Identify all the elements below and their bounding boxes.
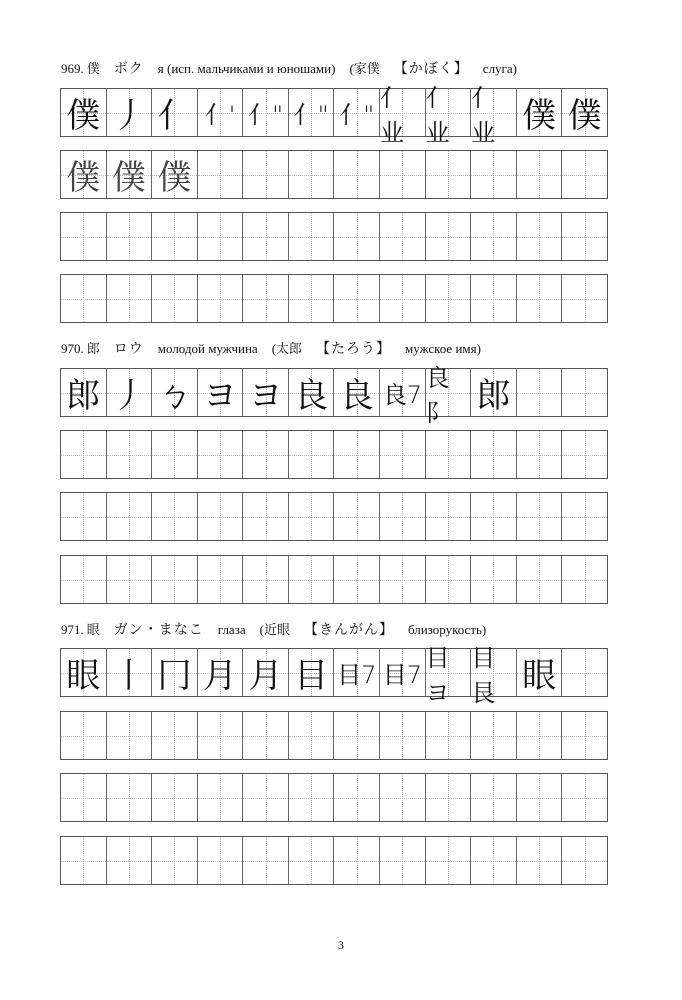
entry-example-reading: 【かぼく】 (393, 62, 469, 77)
practice-cell (243, 556, 289, 603)
stroke-order-cell (243, 89, 289, 136)
stroke-order-cell (471, 369, 517, 416)
practice-cell (562, 712, 607, 759)
practice-cell (61, 837, 107, 884)
practice-cell (334, 431, 380, 478)
practice-cell (61, 213, 107, 260)
entry-number: 969. (61, 61, 84, 76)
practice-cell (426, 493, 472, 540)
entry-example-meaning: слуга) (482, 61, 517, 76)
stroke-glyph: 冂 (157, 656, 192, 696)
entry-reading: ガン・まなこ (113, 623, 204, 638)
practice-cell (107, 712, 153, 759)
practice-cell (562, 275, 607, 322)
entry-example-reading: 【たろう】 (316, 342, 392, 357)
practice-cell (107, 837, 153, 884)
practice-cell (198, 837, 244, 884)
stroke-glyph: 僕 (567, 96, 602, 136)
practice-cell (61, 275, 107, 322)
practice-cell (198, 431, 244, 478)
practice-cell (517, 275, 563, 322)
practice-cell (152, 774, 198, 821)
practice-cell (289, 151, 335, 198)
stroke-glyph: 月 (203, 656, 238, 696)
stroke-glyph: 良 (294, 376, 329, 416)
practice-cell (289, 837, 335, 884)
stroke-glyph: 亻" (293, 101, 329, 129)
practice-cell (152, 556, 198, 603)
practice-cell (198, 556, 244, 603)
stroke-glyph: 丿 (111, 376, 146, 416)
stroke-order-cell (107, 89, 153, 136)
stroke-order-cell (425, 363, 472, 427)
stroke-glyph: 亻业 (425, 83, 450, 147)
stroke-glyph: ㄅ (157, 376, 192, 416)
practice-cell (107, 431, 153, 478)
stroke-order-cell (289, 369, 335, 416)
practice-cell (380, 493, 426, 540)
practice-cell (243, 774, 289, 821)
stroke-glyph: 目 (294, 656, 329, 696)
stroke-glyph: ヨ (248, 376, 283, 416)
stroke-order-cell (517, 649, 563, 696)
practice-cell (289, 213, 335, 260)
stroke-glyph: 眼 (66, 656, 101, 696)
stroke-order-cell (517, 89, 563, 136)
practice-cell (334, 837, 380, 884)
stroke-glyph: 目7 (337, 661, 377, 689)
entry-meaning: глаза (217, 622, 246, 637)
entry-example-meaning: близорукость) (407, 622, 487, 637)
practice-cell (562, 493, 607, 540)
stroke-glyph: 丨 (111, 656, 146, 696)
practice-cell (107, 774, 153, 821)
practice-cell (198, 275, 244, 322)
stroke-glyph: 亻业 (471, 83, 496, 147)
practice-cell (152, 493, 198, 540)
stroke-order-cell (152, 151, 198, 198)
practice-cell (107, 556, 153, 603)
practice-cell (152, 213, 198, 260)
stroke-order-cell (107, 151, 153, 198)
stroke-order-cell (425, 83, 472, 147)
practice-cell (198, 493, 244, 540)
practice-cell (243, 275, 289, 322)
practice-cell (426, 275, 472, 322)
entry-example-meaning: мужское имя) (405, 341, 481, 356)
entry-number: 971. (61, 622, 84, 637)
practice-row (60, 773, 608, 822)
practice-cell (107, 275, 153, 322)
practice-cell (380, 837, 426, 884)
practice-cell (562, 837, 607, 884)
practice-cell (562, 369, 607, 416)
stroke-glyph: 僕 (66, 96, 101, 136)
entry-example-reading: 【きんがん】 (303, 623, 394, 638)
practice-cell (426, 712, 472, 759)
stroke-glyph: 亻" (248, 101, 284, 129)
practice-cell (517, 774, 563, 821)
entry-meaning: я (исп. мальчиками и юношами) (157, 61, 336, 76)
practice-cell (517, 712, 563, 759)
practice-cell (198, 213, 244, 260)
stroke-glyph: 目ヨ (425, 643, 450, 707)
stroke-glyph: 僕 (66, 158, 101, 198)
practice-cell (471, 431, 517, 478)
practice-cell (517, 837, 563, 884)
practice-cell (471, 151, 517, 198)
entry-header (61, 58, 531, 78)
practice-row (60, 274, 608, 323)
practice-cell (471, 493, 517, 540)
practice-cell (334, 275, 380, 322)
practice-cell (243, 213, 289, 260)
practice-cell (198, 774, 244, 821)
practice-row (60, 711, 608, 760)
entry-header (61, 619, 500, 639)
practice-cell (152, 712, 198, 759)
practice-cell (471, 213, 517, 260)
practice-cell (380, 431, 426, 478)
practice-cell (562, 431, 607, 478)
practice-cell (198, 712, 244, 759)
practice-cell (334, 151, 380, 198)
practice-cell (289, 275, 335, 322)
practice-cell (426, 213, 472, 260)
stroke-order-cell (334, 89, 380, 136)
practice-cell (107, 213, 153, 260)
practice-cell (471, 837, 517, 884)
entry-example-word: (太郎 (271, 341, 303, 356)
practice-row (60, 430, 608, 479)
practice-row (60, 363, 608, 427)
practice-cell (61, 712, 107, 759)
stroke-glyph: 良 (339, 376, 374, 416)
stroke-order-cell (61, 649, 107, 696)
entry-example-word: (近眼 (259, 622, 290, 637)
stroke-order-cell (61, 89, 107, 136)
practice-cell (471, 556, 517, 603)
practice-cell (471, 712, 517, 759)
stroke-glyph: 丿 (111, 96, 146, 136)
stroke-glyph: 亻业 (380, 83, 405, 147)
stroke-glyph: 僕 (522, 96, 557, 136)
practice-row (60, 212, 608, 261)
practice-cell (426, 431, 472, 478)
stroke-glyph: 目7 (382, 661, 422, 689)
practice-cell (517, 493, 563, 540)
practice-cell (562, 649, 607, 696)
practice-row (60, 555, 608, 604)
entry-kanji: 僕 (86, 61, 100, 76)
stroke-glyph: 亻 (157, 96, 192, 136)
practice-cell (380, 275, 426, 322)
practice-cell (198, 151, 244, 198)
practice-cell (426, 151, 472, 198)
practice-cell (334, 493, 380, 540)
stroke-order-cell (198, 369, 244, 416)
practice-cell (334, 556, 380, 603)
entry-reading: ボク (113, 62, 144, 77)
practice-cell (61, 774, 107, 821)
stroke-glyph: 亻" (339, 101, 375, 129)
practice-cell (380, 774, 426, 821)
entry-header (61, 338, 495, 358)
stroke-order-cell (334, 649, 380, 696)
stroke-order-cell (152, 369, 198, 416)
practice-cell (517, 213, 563, 260)
practice-row (60, 643, 608, 707)
practice-cell (243, 493, 289, 540)
practice-cell (380, 151, 426, 198)
stroke-order-cell (243, 649, 289, 696)
practice-cell (562, 151, 607, 198)
stroke-order-cell (289, 649, 335, 696)
practice-row (60, 492, 608, 541)
entry-reading: ロウ (113, 342, 144, 357)
practice-cell (289, 493, 335, 540)
practice-cell (107, 493, 153, 540)
stroke-glyph: ヨ (203, 376, 238, 416)
stroke-order-cell (152, 89, 198, 136)
practice-cell (289, 774, 335, 821)
stroke-order-cell (562, 89, 607, 136)
practice-cell (152, 837, 198, 884)
practice-cell (562, 774, 607, 821)
practice-cell (426, 556, 472, 603)
practice-cell (517, 151, 563, 198)
practice-cell (61, 431, 107, 478)
entry-kanji: 郎 (86, 341, 100, 356)
practice-cell (380, 712, 426, 759)
practice-cell (380, 213, 426, 260)
entry-meaning: молодой мужчина (157, 341, 258, 356)
entry-kanji: 眼 (86, 622, 100, 637)
practice-cell (243, 712, 289, 759)
stroke-order-cell (425, 643, 472, 707)
practice-cell (471, 275, 517, 322)
practice-cell (426, 837, 472, 884)
practice-cell (61, 493, 107, 540)
stroke-order-cell (380, 369, 426, 416)
entry-example-word: (家僕 (349, 61, 380, 76)
practice-cell (152, 431, 198, 478)
practice-cell (61, 556, 107, 603)
stroke-order-cell (289, 89, 335, 136)
stroke-glyph: 眼 (522, 656, 557, 696)
stroke-order-cell (61, 151, 107, 198)
practice-cell (562, 213, 607, 260)
stroke-glyph: 郎 (66, 376, 101, 416)
practice-row (60, 836, 608, 885)
stroke-glyph: 月 (248, 656, 283, 696)
practice-cell (517, 431, 563, 478)
stroke-order-cell (380, 649, 426, 696)
stroke-order-cell (198, 89, 244, 136)
stroke-glyph: 良7 (382, 381, 422, 409)
stroke-order-cell (471, 643, 517, 707)
practice-cell (517, 556, 563, 603)
entry-number: 970. (61, 341, 84, 356)
stroke-order-cell (380, 83, 426, 147)
practice-cell (334, 774, 380, 821)
stroke-order-cell (61, 369, 107, 416)
stroke-glyph: 亻' (204, 101, 236, 129)
stroke-order-cell (243, 369, 289, 416)
practice-cell (243, 837, 289, 884)
practice-cell (243, 151, 289, 198)
practice-cell (562, 556, 607, 603)
stroke-order-cell (198, 649, 244, 696)
stroke-order-cell (334, 369, 380, 416)
stroke-order-cell (152, 649, 198, 696)
stroke-order-cell (107, 649, 153, 696)
practice-cell (471, 774, 517, 821)
stroke-glyph: 良阝 (425, 363, 450, 427)
practice-cell (334, 712, 380, 759)
stroke-glyph: 僕 (111, 158, 146, 198)
stroke-glyph: 目艮 (471, 643, 496, 707)
practice-cell (289, 431, 335, 478)
practice-cell (517, 369, 563, 416)
practice-cell (243, 431, 289, 478)
practice-cell (289, 712, 335, 759)
page-number: 3 (338, 938, 344, 952)
practice-row (60, 83, 608, 147)
practice-cell (380, 556, 426, 603)
stroke-order-cell (471, 83, 517, 147)
stroke-glyph: 郎 (476, 376, 511, 416)
practice-cell (334, 213, 380, 260)
practice-cell (426, 774, 472, 821)
practice-cell (152, 275, 198, 322)
practice-row (60, 150, 608, 199)
stroke-order-cell (107, 369, 153, 416)
stroke-glyph: 僕 (157, 158, 192, 198)
practice-cell (289, 556, 335, 603)
